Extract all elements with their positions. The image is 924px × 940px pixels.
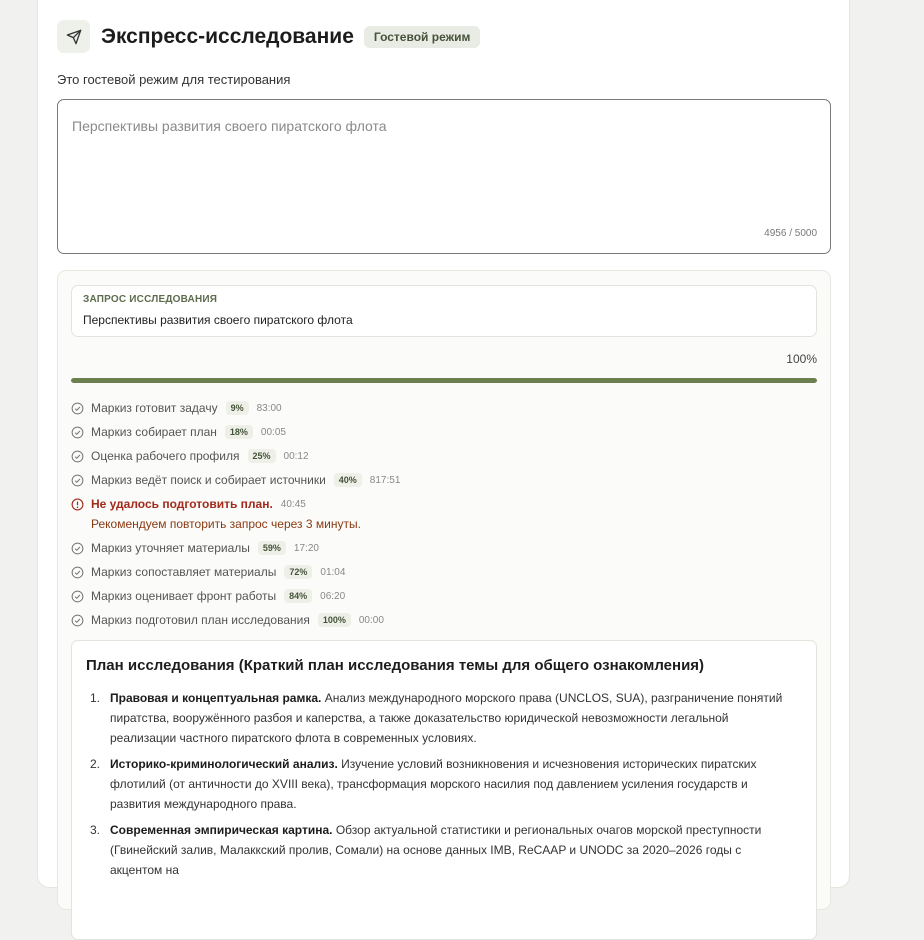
check-circle-icon: [71, 590, 84, 603]
step-percent-badge: 100%: [318, 613, 351, 627]
step-label: Маркиз готовит задачу: [91, 401, 218, 415]
step-time: 40:45: [280, 498, 306, 510]
page-title: Экспресс-исследование: [101, 24, 354, 48]
guest-mode-badge: Гостевой режим: [364, 26, 480, 48]
plan-item: [86, 688, 796, 748]
step-percent-badge: 72%: [284, 565, 312, 579]
step-time: 17:20: [293, 542, 319, 554]
step-item: [71, 396, 817, 420]
plan-item: [86, 754, 796, 814]
step-percent-badge: 25%: [248, 449, 276, 463]
plan-title: План исследования (Краткий план исследования темы для общего ознакомления): [86, 657, 705, 674]
step-percent-badge: 84%: [284, 589, 312, 603]
step-label: Маркиз ведёт поиск и собирает источники: [91, 473, 326, 487]
plan-item-heading: Историко-криминологический анализ.: [110, 757, 338, 771]
step-error-label: Не удалось подготовить план.: [91, 497, 273, 511]
step-percent-badge: 59%: [258, 541, 286, 555]
plan-item-body: [110, 820, 796, 880]
step-label: Маркиз оценивает фронт работы: [91, 589, 277, 603]
step-label: Маркиз сопоставляет материалы: [91, 565, 277, 579]
research-query-input[interactable]: [57, 99, 831, 254]
progress-percent: 100%: [786, 352, 817, 366]
check-circle-icon: [71, 450, 84, 463]
plan-item-number: 1.: [90, 691, 101, 705]
check-circle-icon: [71, 474, 84, 487]
progress-bar-fill: [71, 378, 817, 383]
plan-item-number: 2.: [90, 757, 101, 771]
step-item-error: [71, 492, 817, 516]
step-item: [71, 560, 817, 584]
check-circle-icon: [71, 614, 84, 627]
plan-item: [86, 820, 796, 880]
step-item: [71, 420, 817, 444]
plan-list: [86, 688, 796, 886]
header: [57, 20, 480, 53]
step-label: Маркиз подготовил план исследования: [91, 613, 310, 627]
plan-item-heading: Правовая и концептуальная рамка.: [110, 691, 322, 705]
step-time: 83:00: [256, 402, 282, 414]
error-icon: [71, 498, 84, 511]
step-item: [71, 536, 817, 560]
step-time: 06:20: [320, 590, 346, 602]
step-percent-badge: 9%: [226, 401, 249, 415]
step-label: Маркиз собирает план: [91, 425, 217, 439]
plan-item-text: Обзор актуальной статистики и региональных очагов морской преступности (Гвинейский залив, Малаккский пролив, Сомали) на основе данных IMB, ReCAAP и UNODC за 2020–2026 годы с акцентом на: [110, 823, 762, 877]
step-list: [71, 396, 817, 632]
plan-item-body: [110, 688, 796, 748]
plan-item-body: [110, 754, 796, 814]
plan-item-number: 3.: [90, 823, 101, 837]
step-time: 00:00: [358, 614, 384, 626]
check-circle-icon: [71, 426, 84, 439]
research-plan: [71, 640, 817, 940]
step-item: [71, 608, 817, 632]
check-circle-icon: [71, 566, 84, 579]
input-placeholder: Перспективы развития своего пиратского флота: [72, 118, 387, 134]
progress-panel: [57, 270, 831, 910]
research-card: [37, 0, 850, 888]
step-time: 00:12: [283, 450, 309, 462]
progress-bar: [71, 378, 817, 383]
query-label: ЗАПРОС ИССЛЕДОВАНИЯ: [83, 294, 218, 305]
send-icon: [57, 20, 90, 53]
query-text: Перспективы развития своего пиратского флота: [83, 313, 353, 327]
subtitle: Это гостевой режим для тестирования: [57, 72, 291, 87]
step-item: [71, 584, 817, 608]
step-percent-badge: 40%: [334, 473, 362, 487]
plan-item-text: Изучение условий возникновения и исчезновения исторических пиратских флотилий (от античности до XVIII века), трансформация морского насилия под давлением усиления государств и развития международного права.: [110, 757, 757, 811]
plan-item-text: Анализ международного морского права (UNCLOS, SUA), разграничение понятий пиратства, вооружённого разбоя и каперства, а также доказательство юридической невозможности легальной реализации частного пиратского флота в современных условиях.: [110, 691, 783, 745]
step-item: [71, 468, 817, 492]
step-time: 817:51: [369, 474, 401, 486]
step-item: [71, 444, 817, 468]
step-time: 00:05: [260, 426, 286, 438]
step-label: Маркиз уточняет материалы: [91, 541, 250, 555]
char-counter: 4956 / 5000: [764, 228, 817, 239]
error-hint: Рекомендуем повторить запрос через 3 минуты.: [91, 517, 361, 531]
query-summary: [71, 285, 817, 337]
step-percent-badge: 18%: [225, 425, 253, 439]
check-circle-icon: [71, 542, 84, 555]
check-circle-icon: [71, 402, 84, 415]
plan-item-heading: Современная эмпирическая картина.: [110, 823, 333, 837]
step-time: 01:04: [320, 566, 346, 578]
step-label: Оценка рабочего профиля: [91, 449, 240, 463]
